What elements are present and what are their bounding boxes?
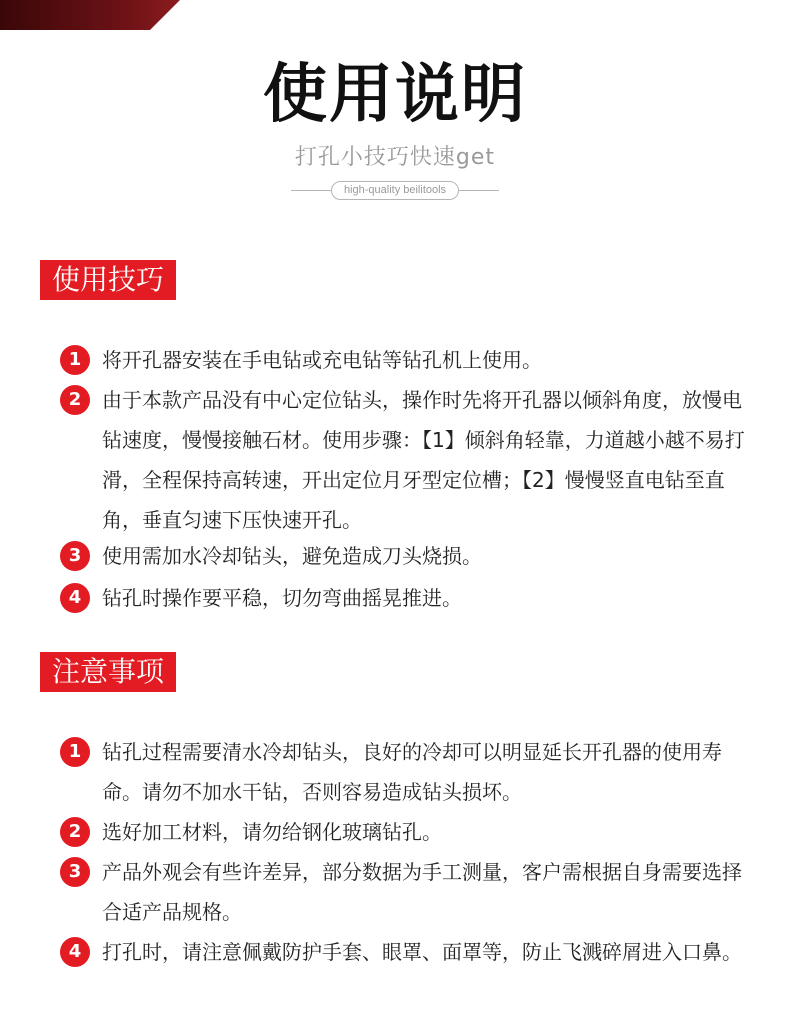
number-badge: 1 xyxy=(60,737,90,767)
list-item-text: 钻孔时操作要平稳，切勿弯曲摇晃推进。 xyxy=(102,586,462,610)
tagline-badge: high-quality beilitools xyxy=(331,181,459,200)
number-badge: 2 xyxy=(60,817,90,847)
page-subtitle: 打孔小技巧快速get xyxy=(294,145,496,170)
list-item xyxy=(60,932,760,1012)
list-item-text: 由于本款产品没有中心定位钻头，操作时先将开孔器以倾斜角度，放慢电钻速度，慢慢接触石材。使用步骤：【1】倾斜角轻靠，力道越小越不易打滑，全程保持高转速，开出定位月牙型定位槽；【2】慢慢竖直电钻至直角，垂直匀速下压快速开孔。 xyxy=(102,388,745,532)
corner-decoration xyxy=(0,0,200,32)
list-item-text: 使用需加水冷却钻头，避免造成刀头烧损。 xyxy=(102,544,482,568)
tips-section-label: 使用技巧 xyxy=(40,260,176,300)
list-item-text: 打孔时，请注意佩戴防护手套、眼罩、面罩等，防止飞溅碎屑进入口鼻。 xyxy=(102,940,742,964)
list-item-text: 钻孔过程需要清水冷却钻头，良好的冷却可以明显延长开孔器的使用寿命。请勿不加水干钻，否则容易造成钻头损坏。 xyxy=(102,740,722,804)
list-item xyxy=(60,340,760,380)
notes-section xyxy=(40,652,760,1012)
page-title: 使用说明 xyxy=(263,58,527,132)
number-badge: 3 xyxy=(60,857,90,887)
number-badge: 4 xyxy=(60,583,90,613)
list-item xyxy=(60,812,760,852)
list-item-text: 产品外观会有些许差异，部分数据为手工测量，客户需根据自身需要选择合适产品规格。 xyxy=(102,860,742,924)
list-item xyxy=(60,380,760,540)
tagline-divider-left xyxy=(291,190,331,191)
number-badge: 3 xyxy=(60,541,90,571)
tips-section xyxy=(40,260,760,620)
list-item xyxy=(60,852,760,932)
number-badge: 1 xyxy=(60,345,90,375)
notes-section-label: 注意事项 xyxy=(40,652,176,692)
list-item xyxy=(60,732,760,812)
list-item-text: 将开孔器安装在手电钻或充电钻等钻孔机上使用。 xyxy=(102,348,542,372)
list-item-text: 选好加工材料，请勿给钢化玻璃钻孔。 xyxy=(102,820,442,844)
list-item xyxy=(60,578,760,618)
tagline-divider-right xyxy=(459,190,499,191)
page-header xyxy=(0,55,790,200)
number-badge: 4 xyxy=(60,937,90,967)
number-badge: 2 xyxy=(60,385,90,415)
tagline-row xyxy=(0,181,790,200)
list-item xyxy=(60,536,760,576)
